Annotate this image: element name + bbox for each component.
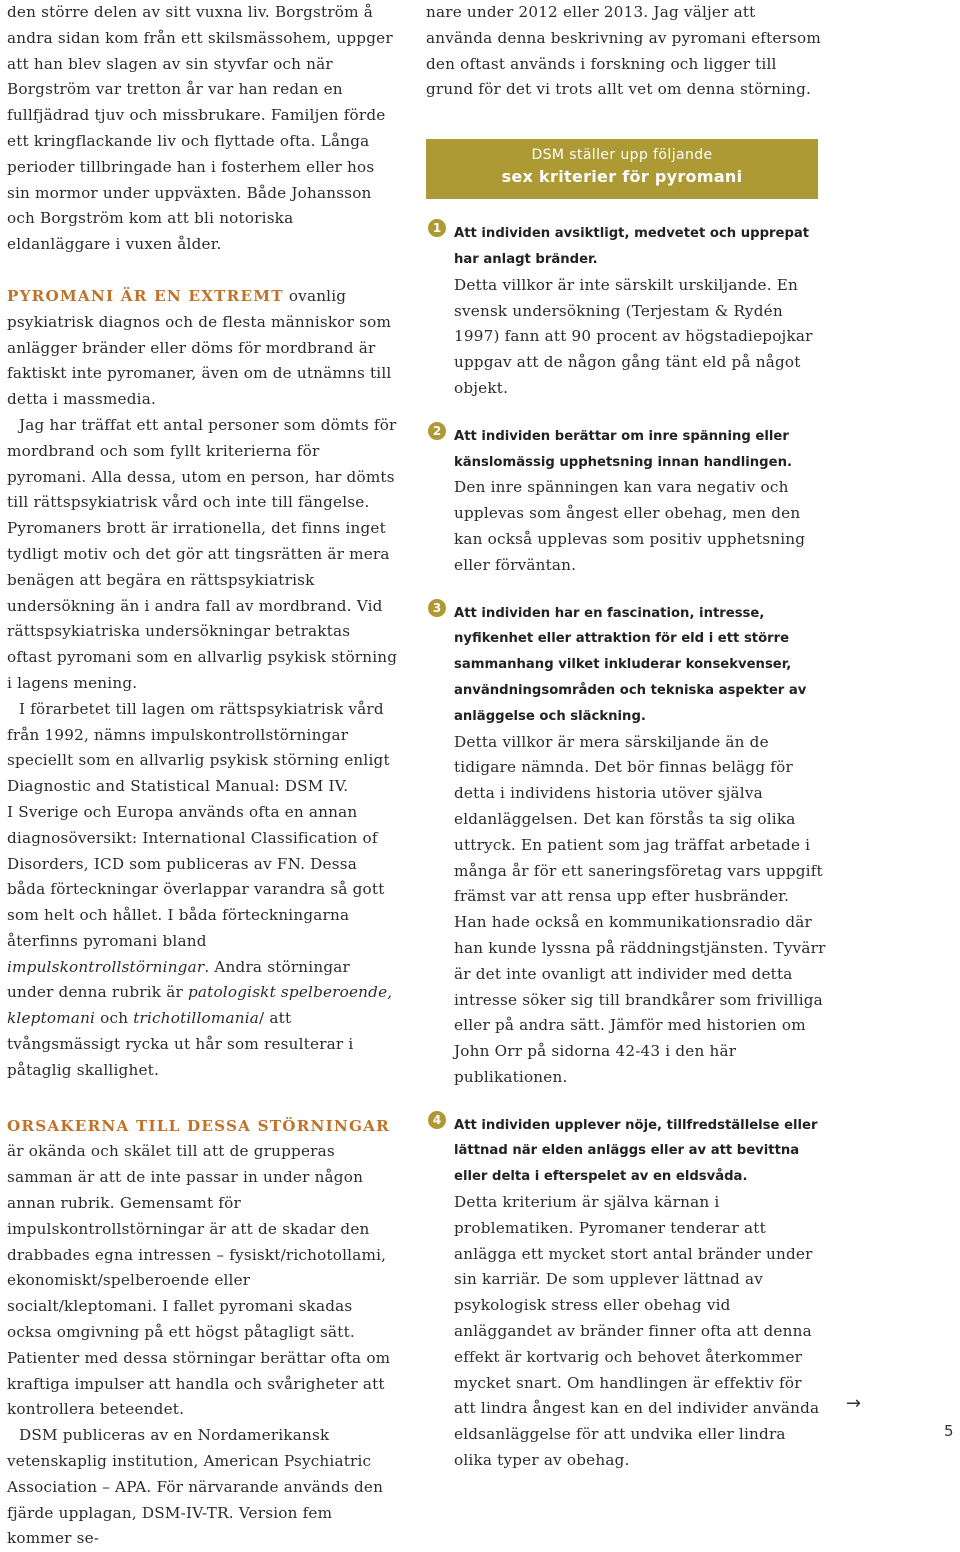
left-column xyxy=(7,0,399,1552)
criterion-3 xyxy=(426,601,826,1091)
paragraph-law: I förarbetet till lagen om rättspsykiatrisk vård från 1992, nämns impulskontrollstörningar speciellt som en allvarlig psykisk störning enligt Diagnostic and Statistical Manual: DSM IV. xyxy=(7,699,390,796)
italic-term: impulskontrollstörningar xyxy=(7,957,205,976)
paragraph-text: ovanlig psykiatrisk diagnos och de flesta människor som anlägger bränder eller döms för mordbrand är faktiskt inte pyromaner, även om de utnämns till detta i massmedia. xyxy=(7,286,392,409)
criterion-title: Att individen har en fascination, intresse, nyfikenhet eller attraktion för eld i ett större sammanhang vilket inkluderar konsekvenser, användningsområden och tekniska aspekter av anläggelse och släckning. xyxy=(454,605,807,724)
text-run: . Andra störningar under denna rubrik är xyxy=(7,957,350,1002)
box-subtitle: DSM ställer upp följande xyxy=(531,147,713,164)
paragraph-personal-experience: Jag har träffat ett antal personer som dömts för mordbrand och som fyllt kriterierna för pyromani. Alla dessa, utom en person, har dömts till rättspsykiatrisk vård och inte till fängelse. Pyromaners brott är irrationella, det finns inget tydligt motiv och det gör att tingsrätten är mera benägen att begära en rättspsykiatrisk undersökning än i andra fall av mordbrand. Vid rättspsykiatriska undersökningar betraktas oftast pyromani som en allvarlig psykisk störning i lagens mening. xyxy=(7,415,398,692)
box-title: sex kriterier för pyromani xyxy=(501,167,743,187)
paragraph-icd xyxy=(7,800,399,1084)
paragraph-dsm: DSM publiceras av en Nordamerikansk vetenskaplig institution, American Psychiatric Association – APA. För närvarande används den fjärde upplagan, DSM-IV-TR. Version fem kommer se- xyxy=(7,1426,384,1548)
right-column xyxy=(426,0,826,1500)
number-badge: 3 xyxy=(428,599,446,617)
criterion-2 xyxy=(426,424,826,579)
italic-term: trichotillomania xyxy=(133,1009,260,1028)
paragraph-causes xyxy=(7,1114,399,1424)
number-badge: 2 xyxy=(428,422,446,440)
italic-term: patologiskt spelberoende, kleptomani xyxy=(7,983,393,1028)
paragraph-text: är okända och skälet till att de grupperas samman är att de inte passar in under någon annan rubrik. Gemensamt för impulskontrollstörningar är att de skadar den drabbades egna intressen – fysiskt/richotollami, ekonomiskt/spelberoende eller socialt/kleptomani. I fallet pyromani skadas ocksa omgivning på ett högst påtagligt sätt. Patienter med dessa störningar berättar ofta om kraftiga impulser att handla och svårigheter att kontrollera beteendet. xyxy=(7,1142,391,1419)
criterion-4 xyxy=(426,1113,826,1474)
lead-in-pyromani: PYROMANI ÄR EN EXTREMT xyxy=(7,286,284,305)
text-run: / att tvångsmässigt rycka ut hår som resulterar i påtaglig skallighet. xyxy=(7,1009,354,1079)
criterion-body: Detta kriterium är själva kärnan i problematiken. Pyromaner tenderar att anlägga ett mycket stort antal bränder under sin karriär. De som upplever lättnad av psykologisk stress eller obehag vid anläggandet av bränder finner ofta att denna effekt är kortvarig och behovet återkommer mycket snart. Om handlingen är effektiv för att lindra ångest kan en del individer använda eldsanläggelse för att undvika eller lindra olika typer av obehag. xyxy=(454,1193,820,1470)
criterion-title: Att individen upplever nöje, tillfredställelse eller lättnad när elden anläggs eller av att bevittna eller delta i efterspelet av en eldsvåda. xyxy=(454,1117,818,1185)
paragraph-biography: den större delen av sitt vuxna liv. Borgström å andra sidan kom från ett skilsmässohem, uppger att han blev slagen av sin styvfar och när Borgström var tretton år var han redan en fullfjädrad tjuv och missbrukare. Familjen förde ett kringflackande liv och flyttade ofta. Långa perioder tillbringade han i fosterhem eller hos sin mormor under uppväxten. Både Johansson och Borgström kom att bli notoriska eldanläggare i vuxen ålder. xyxy=(7,3,393,254)
text-run: I Sverige och Europa används ofta en annan diagnosöversikt: International Classification of Disorders, ICD som publiceras av FN. Dessa båda förteckningar överlappar varandra så gott som helt och hållet. I båda förteckningarna återfinns pyromani bland xyxy=(7,802,385,950)
lead-in-causes: ORSAKERNA TILL DESSA STÖRNINGAR xyxy=(7,1116,390,1135)
criterion-1 xyxy=(426,221,826,402)
number-badge: 1 xyxy=(428,219,446,237)
criteria-heading-box xyxy=(426,139,818,199)
criterion-body: Detta villkor är inte särskilt urskiljande. En svensk undersökning (Terjestam & Rydén 1997) fann att 90 procent av högstadiepojkar uppgav att de någon gång tänt eld på något objekt. xyxy=(454,275,813,397)
continue-arrow-icon: → xyxy=(846,1393,862,1414)
page-number: 5 xyxy=(944,1422,954,1440)
number-badge: 4 xyxy=(428,1111,446,1129)
criterion-title: Att individen berättar om inre spänning eller känslomässig upphetsning innan handlingen. xyxy=(454,428,792,470)
paragraph-continuation: nare under 2012 eller 2013. Jag väljer att använda denna beskrivning av pyromani eftersom den oftast används i forskning och ligger till grund för det vi trots allt vet om denna störning. xyxy=(426,3,821,99)
criterion-title: Att individen avsiktligt, medvetet och upprepat har anlagt bränder. xyxy=(454,226,810,267)
criterion-body: Detta villkor är mera särskiljande än de tidigare nämnda. Det bör finnas belägg för detta i individens historia utöver själva eldanläggelsen. Det kan förstås ta sig olika uttryck. En patient som jag träffat arbetade i många år för ett saneringsföretag vars uppgift främst var att rensa upp efter husbränder. Han hade också en kommunikationsradio där han kunde lyssna på räddningstjänsten. Tyvärr är det inte ovanligt att individer med detta intresse söker sig till brandkårer som frivilliga eller på andra sätt. Jämför med historien om John Orr på sidorna 42-43 i den här publikationen. xyxy=(454,732,826,1086)
paragraph-pyromani-intro xyxy=(7,284,399,413)
text-run: och xyxy=(95,1009,134,1028)
criterion-body: Den inre spänningen kan vara negativ och upplevas som ångest eller obehag, men den kan också upplevas som positiv upphetsning eller förväntan. xyxy=(454,478,806,574)
